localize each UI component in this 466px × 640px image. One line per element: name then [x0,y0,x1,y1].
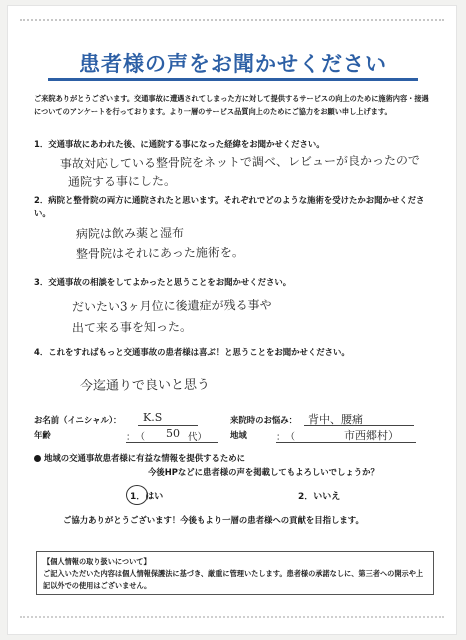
title-underline [48,78,418,81]
worry-value: 背中、腰痛 [308,413,363,426]
consent-yes-option[interactable]: 1．はい [130,492,164,502]
answer-2-line-2: 整骨院はそれにあった施術を。 [75,245,244,261]
name-value: K.S [143,411,163,424]
thanks-message: ご協力ありがとうございます！今後もより一層の患者様への貢献を目指します。 [63,515,364,525]
privacy-body: ご記入いただいた内容は個人情報保護法に基づき、厳重に管理いたします。患者様の承諾なしに、第三者への開示や上記以外での使用はございません。 [43,569,424,590]
answer-2-line-1: 病院は飲み薬と湿布 [75,225,185,241]
top-dotted-line [20,19,444,21]
bottom-dotted-line [20,616,444,618]
question-2: 2．病院と整骨院の両方に通院されたと思います。それぞれでどのような施術を受けたかお聞かせください。 [34,195,425,218]
consent-no-option[interactable]: 2．いいえ [298,492,341,502]
question-4: 4．これをすればもっと交通事故の患者様は喜ぶ！と思うことをお聞かせください。 [34,347,350,357]
age-underline [126,442,218,443]
answer-1-line-2: 通院する事にした。 [67,173,177,189]
answer-1-line-1: 事故対応している整骨院をネットで調べ、レビューが良かったので [59,153,421,171]
worry-label: 来院時のお悩み： [230,415,297,425]
intro-text: ご来院ありがとうございます。交通事故に遭遇されてしまった方に対して提供するサービスの向上のために施術内容・接遇についてのアンケートを行っております。より一層のサービス品質向上のためにご協力をお願い申し上げます。 [34,94,429,116]
consent-line-1-text: 地域の交通事故患者様に有益な情報を提供するために [44,453,245,463]
worry-underline [304,425,414,426]
privacy-notice-box [36,551,434,595]
age-label: 年齢 [34,430,51,440]
name-underline [138,425,198,426]
consent-line-2: 今後HPなどに患者様の声を掲載してもよろしいでしょうか？ [148,467,379,477]
question-1: 1．交通事故にあわれた後、に通院する事になった経緯をお聞かせください。 [34,139,325,149]
region-value: 市西郷村） [344,429,399,442]
question-3: 3．交通事故の相談をしてよかったと思うことをお聞かせください。 [34,277,292,287]
answer-4-line-1: 今迄通りで良いと思う [79,377,211,394]
survey-sheet [7,5,457,635]
consent-line-1 [34,452,245,464]
name-label: お名前（イニシャル）： [34,415,122,425]
answer-3-line-2: 出て来る事を知った。 [71,319,193,335]
privacy-heading: 【個人情報の取り扱いについて】 [43,557,151,566]
age-prefix: ： （ [126,432,146,443]
page-title: 患者様の声をお聞かせください [79,52,387,76]
age-value: 50 [166,427,180,440]
age-suffix: 代） [188,432,208,443]
region-label: 地域 [230,430,247,440]
region-underline [276,442,416,443]
region-prefix: ： （ [276,432,296,443]
bullet-icon [34,455,41,462]
answer-3-line-1: だいたい3ヶ月位に後遺症が残る事や [71,297,272,314]
